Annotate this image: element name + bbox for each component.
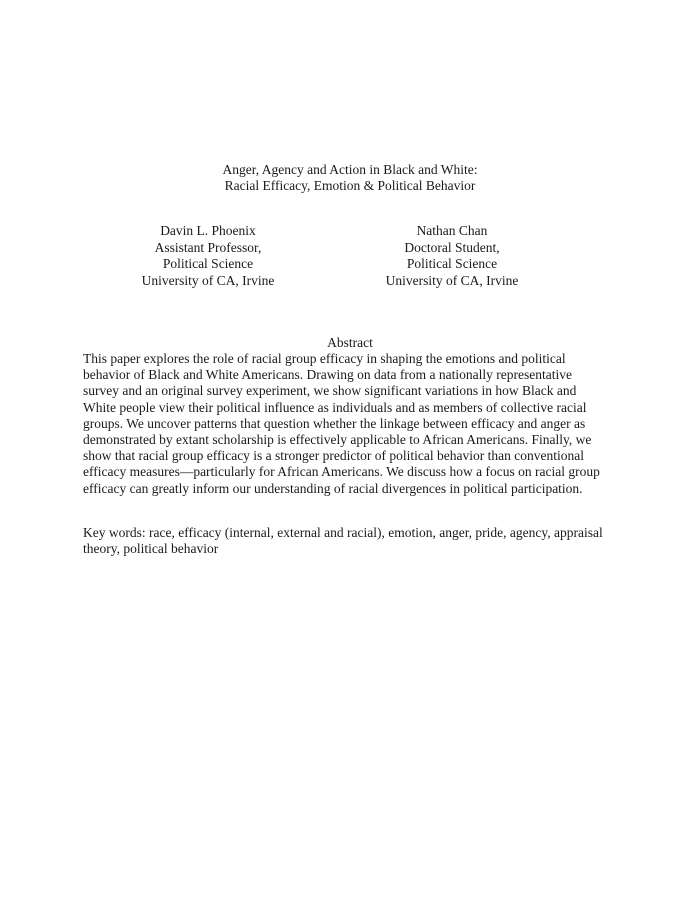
author-institution: University of CA, Irvine <box>141 272 275 288</box>
abstract-line: efficacy measures—particularly for African Americans. We discuss how a focus on racial group <box>83 464 600 480</box>
keywords-line: Key words: race, efficacy (internal, external and racial), emotion, anger, pride, agency, appraisal <box>83 525 603 540</box>
abstract-line: survey and an original survey experiment, we show significant variations in how Black and <box>83 383 577 399</box>
abstract-line: demonstrated by extant scholarship is effectively applicable to African Americans. Finally, we <box>83 432 592 448</box>
author-position: Assistant Professor, <box>154 239 262 255</box>
title-line-2: Racial Efficacy, Emotion & Political Behavior <box>224 178 476 193</box>
author-department: Political Science <box>406 256 498 271</box>
author-institution: University of CA, Irvine <box>385 272 519 288</box>
abstract-line: behavior of Black and White Americans. Drawing on data from a nationally representative <box>83 367 572 383</box>
abstract-line: This paper explores the role of racial group efficacy in shaping the emotions and political <box>83 351 566 366</box>
author-position: Doctoral Student, <box>404 239 500 255</box>
abstract-line: groups. We uncover patterns that question whether the linkage between efficacy and anger as <box>83 415 586 431</box>
abstract-heading: Abstract <box>327 335 373 350</box>
author-1 <box>93 223 323 289</box>
abstract-line: White people view their political influence as individuals and as members of collective racial <box>83 399 587 415</box>
paper-title <box>0 162 700 194</box>
abstract-line: efficacy can greatly inform our understanding of racial divergences in political participation. <box>83 480 583 496</box>
author-name: Nathan Chan <box>416 223 488 238</box>
author-department: Political Science <box>162 256 254 271</box>
author-2 <box>337 223 567 289</box>
keywords-line: theory, political behavior <box>83 541 219 557</box>
keywords <box>83 525 623 557</box>
author-name: Davin L. Phoenix <box>160 223 256 238</box>
abstract-line: show that racial group efficacy is a stronger predictor of political behavior than conventional <box>83 448 584 464</box>
abstract-body <box>83 351 623 497</box>
title-line-1: Anger, Agency and Action in Black and White: <box>222 162 478 177</box>
